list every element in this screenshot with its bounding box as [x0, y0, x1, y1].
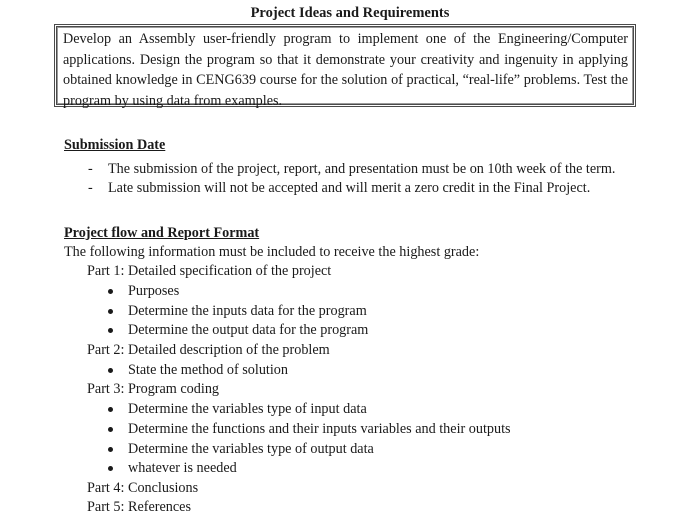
bullet-icon — [108, 407, 113, 412]
part-label: Part 5: References — [87, 499, 191, 515]
bullet-item: State the method of solution — [128, 362, 288, 378]
submission-item: The submission of the project, report, and presentation must be on 10th week of the term. — [108, 161, 616, 177]
flow-intro: The following information must be included to receive the highest grade: — [64, 244, 480, 260]
bullet-icon — [108, 368, 113, 373]
bullet-icon — [108, 466, 113, 471]
bullet-icon — [108, 309, 113, 314]
bullet-item: whatever is needed — [128, 460, 237, 476]
flow-heading: Project flow and Report Format — [64, 225, 260, 241]
submission-heading: Submission Date — [64, 137, 166, 153]
part-label: Part 1: Detailed specification of the project — [87, 263, 332, 279]
dash-marker: - — [88, 180, 93, 196]
part-label: Part 2: Detailed description of the problem — [87, 342, 330, 358]
document-title: Project Ideas and Requirements — [250, 5, 450, 21]
bullet-icon — [108, 289, 113, 294]
bullet-item: Determine the variables type of output data — [128, 441, 374, 457]
bullet-item: Determine the variables type of input data — [128, 401, 367, 417]
part-label: Part 3: Program coding — [87, 381, 220, 397]
bullet-item: Determine the functions and their inputs variables and their outputs — [128, 421, 511, 437]
intro-box — [54, 24, 636, 107]
bullet-item: Determine the inputs data for the program — [128, 303, 367, 319]
intro-text: Develop an Assembly user-friendly program to implement one of the Engineering/Computer applications. Design the program so that it demonstrate your creativity and ingenuity in applying obtained knowledge in CENG639 course for the solution of practical, “real-life” problems. Test the program by using data from examples. — [63, 31, 628, 109]
bullet-item: Determine the output data for the program — [128, 322, 369, 338]
submission-item: Late submission will not be accepted and will merit a zero credit in the Final Project. — [108, 180, 591, 196]
bullet-icon — [108, 447, 113, 452]
part-label: Part 4: Conclusions — [87, 480, 199, 496]
bullet-item: Purposes — [128, 283, 180, 299]
bullet-icon — [108, 427, 113, 432]
bullet-icon — [108, 328, 113, 333]
dash-marker: - — [88, 161, 93, 177]
